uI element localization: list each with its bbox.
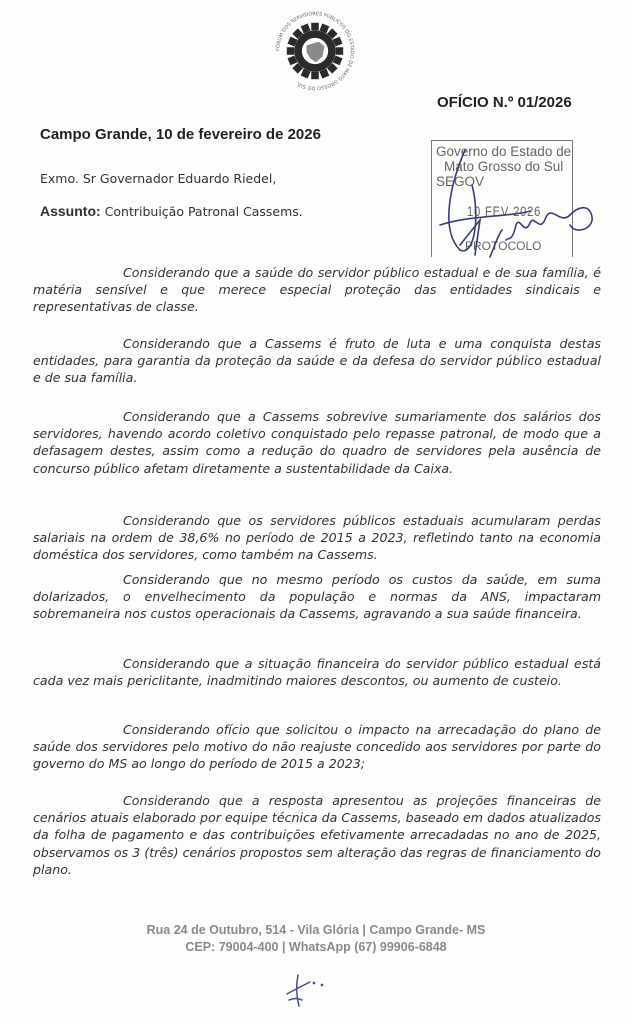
stamp-date: 10 FEV 2026: [467, 203, 542, 219]
svg-text:FÓRUM DOS SERVIDORES PÚBLICOS: FÓRUM DOS SERVIDORES PÚBLICOS DO ESTADO DE MATO GROSSO DO SUL: [275, 11, 355, 91]
paragraph: Considerando que no mesmo período os custos da saúde, em suma dolarizados, o envelhecimento da população e normas da ANS, impactaram sobremaneira nos custos operacionais da Cassems, agravando a sua saúde financeira.: [33, 572, 601, 622]
paragraph: Considerando que os servidores públicos estaduais acumularam perdas salariais na ordem de 38,6% no período de 2015 a 2023, refletindo tanto na economia doméstica dos servidores, como também na Cassems.: [33, 513, 601, 563]
protocol-stamp: [431, 140, 573, 257]
stamp-label: PROTOCOLO: [465, 239, 542, 253]
subject-line: [40, 203, 303, 219]
stamp-line-2: Mato Grosso do Sul: [444, 159, 564, 174]
subject-text: Contribuição Patronal Cassems.: [100, 204, 303, 219]
document-number: OFÍCIO N.º 01/2026: [437, 94, 572, 111]
paragraph: Considerando que a resposta apresentou as projeções financeiras de cenários atuais elaborado por equipe técnica da Cassems, baseado em dados atualizados da folha de pagamento e das contribuições efetivamente arrecadadas no ano de 2025, observamos os 3 (três) cenários propostos sem alteração das regras de financiamento do plano.: [33, 793, 601, 877]
paragraph: Considerando que a Cassems sobrevive sumariamente dos salários dos servidores, havendo acordo coletivo conquistado pelo repasse patronal, de modo que a defasagem destes, assim como a redução do quadro de servidores pela ausência de concurso público afetam diretamente a sustentabilidade da Caixa.: [33, 409, 601, 476]
initials-signature: [282, 970, 332, 1010]
paragraph: Considerando ofício que solicitou o impacto na arrecadação do plano de saúde dos servidores pelo motivo do não reajuste concedido aos servidores por parte do governo do MS ao longo do período de 2015 a 2023;: [33, 722, 601, 772]
footer-contact: CEP: 79004-400 | WhatsApp (67) 99906-6848: [185, 940, 447, 954]
paragraph: Considerando que a Cassems é fruto de luta e uma conquista destas entidades, para garantia da proteção da saúde e da defesa do servidor público estadual e de sua família.: [33, 336, 601, 386]
stamp-line-1: Governo do Estado de: [436, 144, 572, 159]
place-and-date: Campo Grande, 10 de fevereiro de 2026: [40, 126, 321, 143]
footer-address: Rua 24 de Outubro, 514 - Vila Glória | Campo Grande- MS: [146, 923, 486, 937]
paragraph: Considerando que a situação financeira do servidor público estadual está cada vez mais periclitante, inadmitindo maiores descontos, ou aumento de custeio.: [33, 656, 601, 689]
stamp-line-3: SEGOV: [436, 174, 485, 189]
addressee: Exmo. Sr Governador Eduardo Riedel,: [40, 171, 277, 186]
organization-seal-logo: [268, 4, 362, 98]
subject-label: Assunto:: [40, 203, 101, 219]
paragraph: Considerando que a saúde do servidor público estadual e de sua família, é matéria sensível e que merece especial proteção das entidades sindicais e representativas de classe.: [33, 265, 601, 315]
